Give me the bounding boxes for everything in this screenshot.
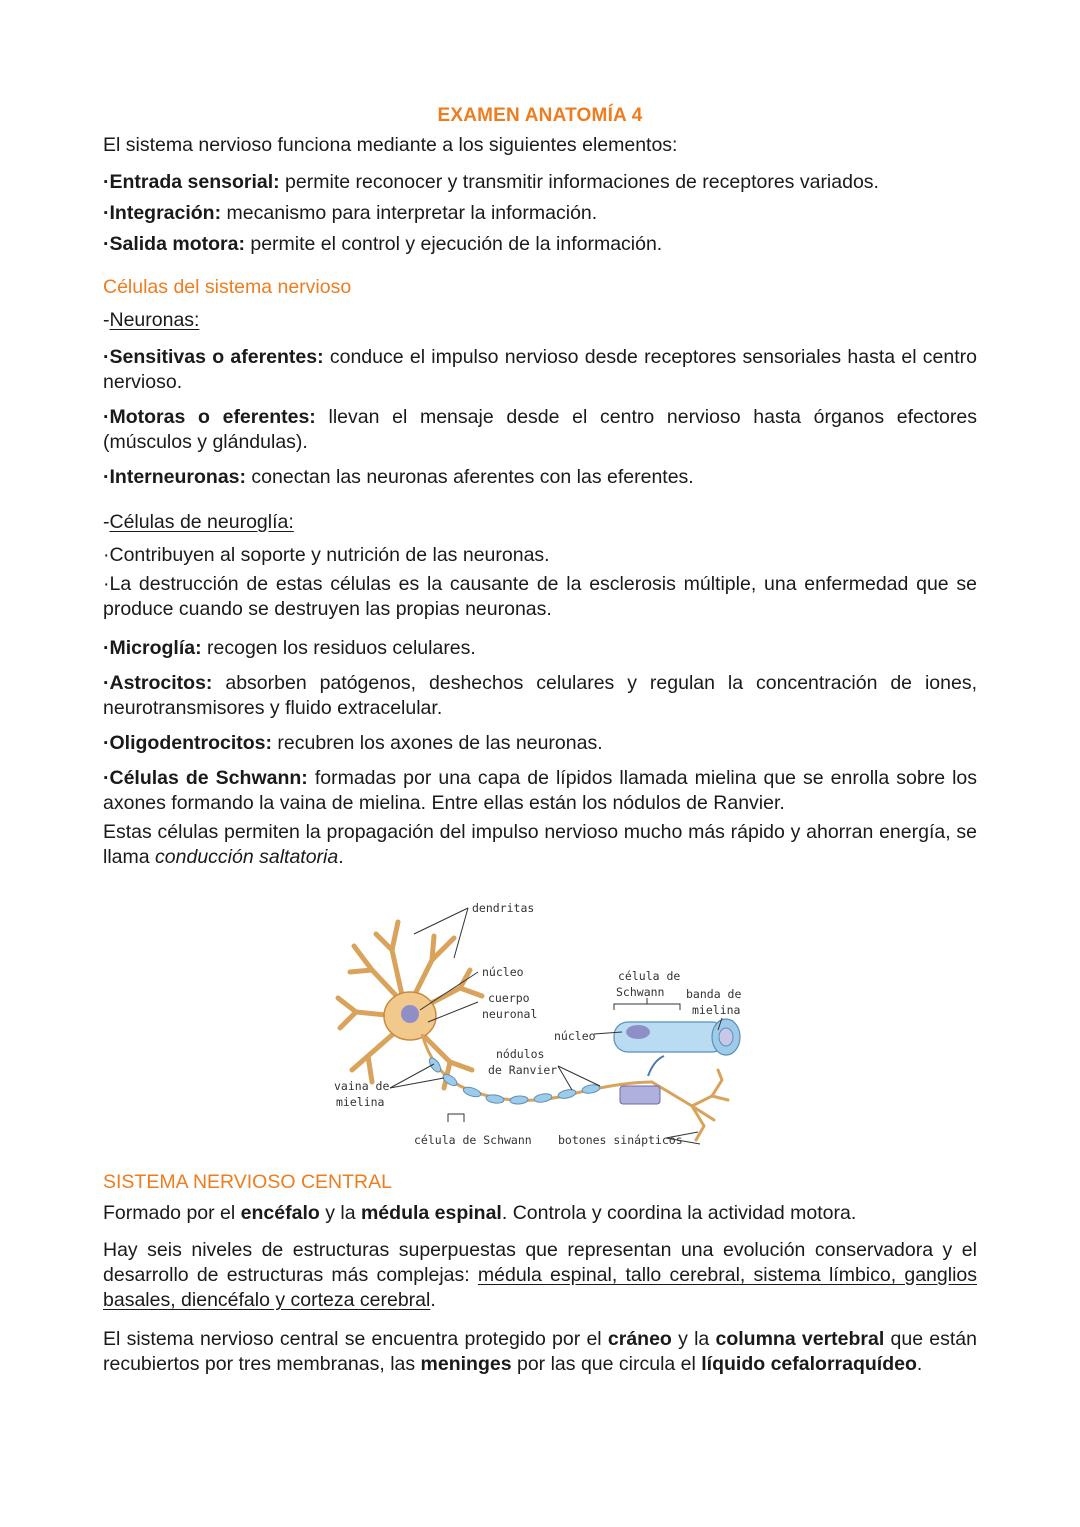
snc-paragraph-3: El sistema nervioso central se encuentra protegido por el cráneo y la columna vertebral que están recubiertos por tres membranas, las meninges por las que circula el líquido cefalorraquídeo. bbox=[103, 1328, 977, 1375]
list-item: ·Motoras o eferentes: llevan el mensaje desde el centro nervioso hasta órganos efectores (músculos y glándulas). bbox=[103, 406, 977, 453]
list-item: ·Sensitivas o aferentes: conduce el impulso nervioso desde receptores sensoriales hasta el centro nervioso. bbox=[103, 346, 977, 393]
label-dendritas: dendritas bbox=[472, 901, 535, 915]
label-neuronal: neuronal bbox=[482, 1007, 538, 1021]
label-de-ranvier: de Ranvier bbox=[488, 1063, 558, 1077]
intro-text: El sistema nervioso funciona mediante a los siguientes elementos: bbox=[103, 134, 678, 156]
subheading-glia: -Células de neuroglía: bbox=[103, 511, 294, 533]
snc-paragraph-1: Formado por el encéfalo y la médula espinal. Controla y coordina la actividad motora. bbox=[103, 1202, 857, 1224]
label-schwann: Schwann bbox=[616, 985, 665, 999]
label-nucleo-2: núcleo bbox=[554, 1029, 596, 1043]
subheading-neurons: -Neuronas: bbox=[103, 309, 200, 331]
label-vaina-de: vaina de bbox=[334, 1079, 390, 1093]
label-celula-de-schwann: célula de Schwann bbox=[414, 1133, 532, 1147]
document-page bbox=[103, 105, 977, 1377]
list-item: ·Interneuronas: conectan las neuronas aferentes con las eferentes. bbox=[103, 466, 694, 488]
glia-line-1: ·Contribuyen al soporte y nutrición de las neuronas. bbox=[103, 544, 550, 566]
list-item: ·Salida motora: permite el control y ejecución de la información. bbox=[103, 233, 663, 255]
list-item: ·Astrocitos: absorben patógenos, deshechos celulares y regulan la concentración de iones, neurotransmisores y fluido extracelular. bbox=[103, 672, 977, 719]
section-heading-cells: Células del sistema nervioso bbox=[103, 276, 352, 298]
nucleus-shape bbox=[401, 1005, 419, 1023]
label-cuerpo: cuerpo bbox=[488, 991, 530, 1005]
label-banda-de: banda de bbox=[686, 987, 742, 1001]
label-celula-de: célula de bbox=[618, 969, 681, 983]
label-nucleo: núcleo bbox=[482, 965, 524, 979]
label-botones-sinapticos: botones sinápticos bbox=[558, 1133, 683, 1147]
neuron-diagram bbox=[332, 900, 752, 1156]
list-item: ·Oligodentrocitos: recubren los axones de las neuronas. bbox=[103, 732, 603, 754]
label-nodulos: nódulos bbox=[496, 1047, 545, 1061]
list-item: ·Integración: mecanismo para interpretar la información. bbox=[103, 202, 598, 224]
label-mielina: mielina bbox=[692, 1003, 741, 1017]
list-item: ·Entrada sensorial: permite reconocer y transmitir informaciones de receptores variados. bbox=[103, 171, 879, 193]
section-heading-snc: SISTEMA NERVIOSO CENTRAL bbox=[103, 1171, 392, 1193]
neuron-illustration bbox=[332, 900, 752, 1156]
glia-line-2: ·La destrucción de estas células es la causante de la esclerosis múltiple, una enfermedad que se produce cuando se destruyen las propias neuronas. bbox=[103, 573, 977, 620]
label-vaina-mielina: mielina bbox=[336, 1095, 385, 1109]
list-item: ·Microglía: recogen los residuos celulares. bbox=[103, 637, 476, 659]
snc-paragraph-2: Hay seis niveles de estructuras superpuestas que representan una evolución conservadora y el desarrollo de estructuras más complejas: médula espinal, tallo cerebral, sistema límbico, ganglios basales, diencéfalo y corteza cerebral. bbox=[103, 1239, 977, 1311]
page-title: EXAMEN ANATOMÍA 4 bbox=[437, 105, 643, 126]
list-item: ·Células de Schwann: formadas por una capa de lípidos llamada mielina que se enrolla sobre los axones formando la vaina de mielina. Entre ellas están los nódulos de Ranvier. bbox=[103, 767, 977, 814]
saltatory-text: Estas células permiten la propagación del impulso nervioso mucho más rápido y ahorran energía, se llama conducción saltatoria. bbox=[103, 821, 977, 868]
